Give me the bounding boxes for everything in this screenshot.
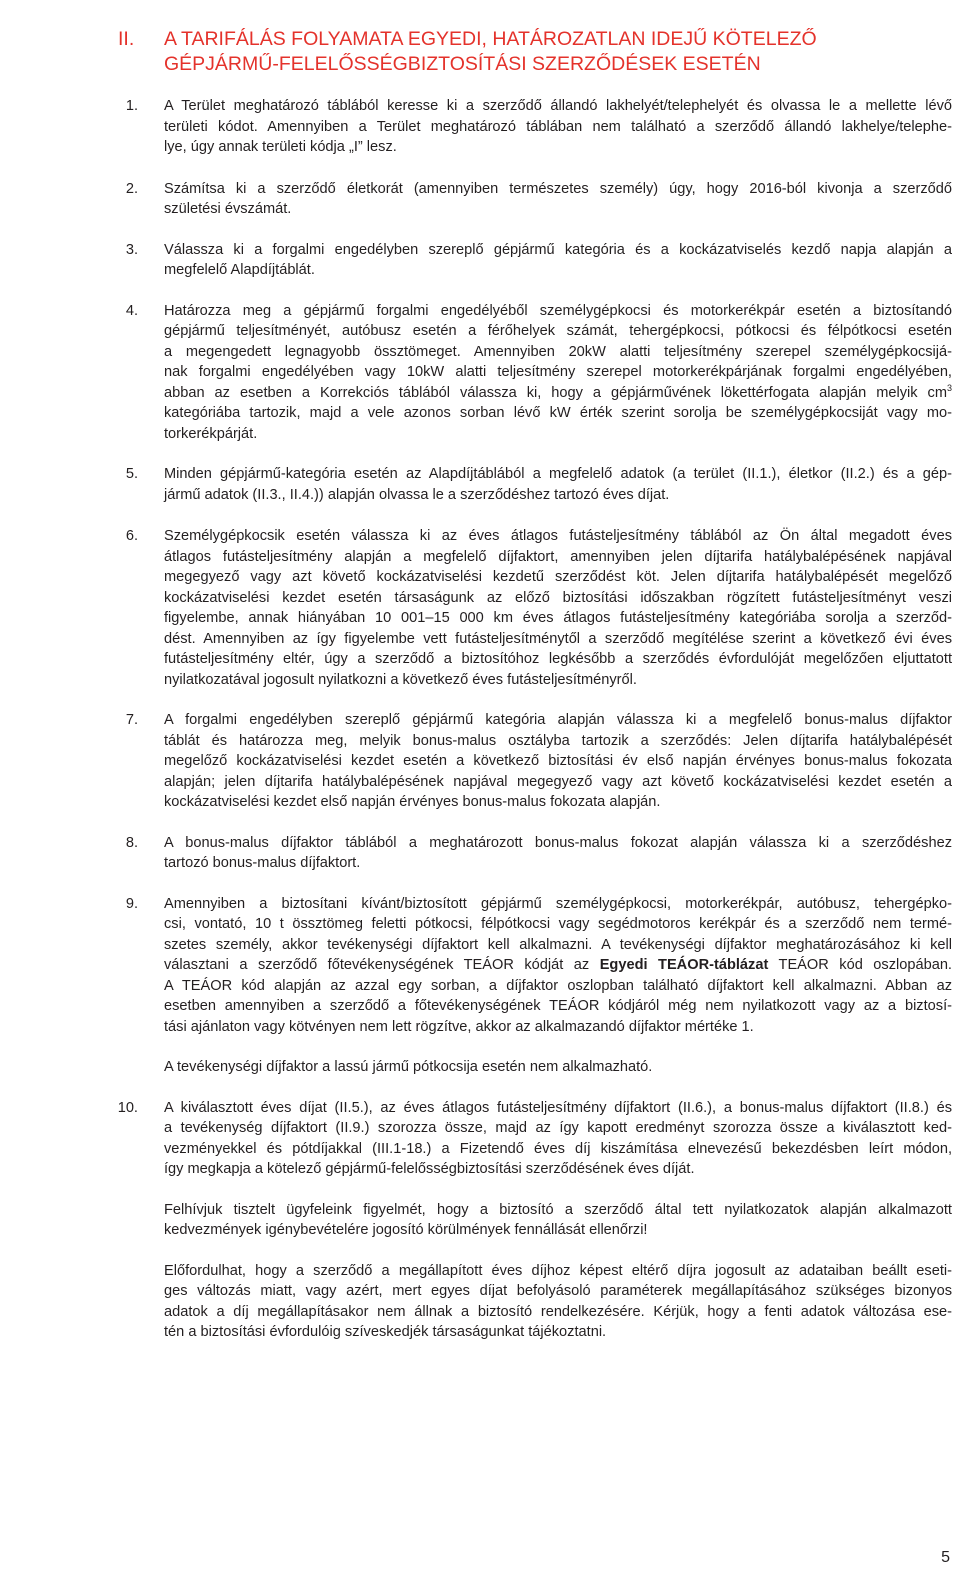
text-line: kockázatviselési kezdet első napján érvényes bonus-malus fokozata alapján. <box>164 794 661 810</box>
text-line: így megkapja a kötelező gépjármű-felelősségbiztosítási szerződésének éves díját. <box>164 1161 695 1177</box>
text-line: dést. Amennyiben az így figyelembe vett futásteljesítménytől a szerződő megítélése szerint a következő évi éves <box>164 630 952 647</box>
text-line: tási ajánlaton vagy kötvényen nem lett rögzítve, akkor az alkalmazandó díjfaktor mértéke 1. <box>164 1018 754 1035</box>
text-line: alapján; jelen díjtarifa hatálybalépésének napjával megegyező vagy azt követő kockázatviselési kezdet esetén a <box>164 773 952 790</box>
text-line: a tevékenység díjfaktort (II.9.) szorozza össze, majd az így kapott eredményt szorozza össze a kiválasztott ked- <box>164 1120 952 1136</box>
text-line: születési évszámát. <box>164 201 292 217</box>
item-number: 5. <box>125 466 138 482</box>
item-number: 2. <box>125 180 138 197</box>
item-text <box>164 301 952 445</box>
text-line: Előfordulhat, hogy a szerződő a megállapított éves díjhoz képest eltérő díjra jogosult az adataiban beállt eseti- <box>164 1262 952 1279</box>
list-item <box>108 96 952 158</box>
item-text <box>164 526 952 690</box>
item-number: 7. <box>125 712 138 728</box>
page-number: 5 <box>941 1549 950 1566</box>
document-body <box>108 96 952 1343</box>
list-item <box>108 526 952 690</box>
text-line: A bonus-malus díjfaktor táblából a meghatározott bonus-malus fokozat alapján válassza ki a szerződéshez <box>164 834 952 851</box>
text-line: ges változás miatt, vagy azért, mert egyes díjat befolyásoló paraméterek megállapításához szükséges bizonyos <box>164 1283 952 1299</box>
item-number: 6. <box>125 528 138 544</box>
text-segment: választani a szerződő főtevékenységének TEÁOR kódját az <box>164 957 600 973</box>
item-number: 3. <box>125 241 138 258</box>
item-number: 4. <box>125 302 138 319</box>
item-text <box>164 240 952 281</box>
text-line: tén a biztosítási évfordulóig szíveskedjék társaságunkat tájékoztatni. <box>164 1324 607 1340</box>
text-line: Amennyiben a biztosítani kívánt/biztosított gépjármű személygépkocsi, motorkerékpár, autóbusz, tehergépko- <box>164 895 952 912</box>
text-line: adatok a díj megállapításakor nem állnak a biztosító rendelkezésére. Kérjük, hogy a fenti adatok változása ese- <box>164 1303 952 1320</box>
section-title-line: A TARIFÁLÁS FOLYAMATA EGYEDI, HATÁROZATLAN IDEJŰ KÖTELEZŐ <box>164 28 817 50</box>
text-line: esetben amennyiben a szerződő a főtevékenységének TEÁOR kódjáról még nem nyilatkozott vagy az a biztosí- <box>164 998 952 1014</box>
text-line: A Terület meghatározó táblából keresse ki a szerződő állandó lakhelyét/telephelyét és olvassa le a mellette lévő <box>164 98 952 114</box>
item-text <box>164 179 952 220</box>
section-title <box>164 27 918 77</box>
list-item <box>108 833 952 874</box>
list-item <box>108 1098 952 1343</box>
text-line: kockázatviselési kezdet esetén társaságunk az előző biztosítási időszakban rögzített futásteljesítményt veszi <box>164 589 952 606</box>
list-item <box>108 240 952 281</box>
item-text <box>164 1098 952 1343</box>
text-line: kategóriába tartozik, majd a vele azonos sorban lévő kW érték szerint sorolja be személygépkocsiját vagy mo- <box>164 405 952 421</box>
text-line <box>164 383 952 404</box>
text-line: jármű adatok (II.3., II.4.)) alapján olvassa le a szerződéshez tartozó éves díjat. <box>164 486 670 503</box>
list-item <box>108 179 952 220</box>
item-number: 9. <box>125 895 138 912</box>
text-line: futásteljesítmény eltér, úgy a szerződő a biztosítóhoz legkésőbb a szerződés évfordulóját megelőzően eljuttatott <box>164 651 952 667</box>
text-line: csi, vontató, 10 t össztömeg feletti pótkocsi, félpótkocsi vagy segédmotoros kerékpár és a szerződő nem termé- <box>164 916 952 932</box>
text-line: tartozó bonus-malus díjfaktort. <box>164 855 361 871</box>
text-line: Felhívjuk tisztelt ügyfeleink figyelmét, hogy a biztosító a szerződő által tett nyilatkozatok alapján alkalmazott <box>164 1201 952 1218</box>
text-line: a megengedett legnagyobb össztömeget. Amennyiben 20kW alatti teljesítmény szerepel személygépkocsijá- <box>164 343 952 360</box>
text-line: A tevékenységi díjfaktor a lassú jármű pótkocsija esetén nem alkalmazható. <box>164 1059 653 1075</box>
text-line: megfelelő Alapdíjtáblát. <box>164 262 315 278</box>
item-text <box>164 96 952 158</box>
text-line: átlagos futásteljesítmény alapján a megfelelő díjfaktort, amennyiben jelen díjtarifa hatálybalépésének napjával <box>164 548 952 565</box>
section-heading <box>118 27 918 77</box>
text-line: nak forgalmi engedélyében vagy 10kW alatti teljesítmény szerepel motorkerékpárjának forgalmi engedélyében, <box>164 364 952 380</box>
superscript: 3 <box>946 382 952 393</box>
text-line: területi kódot. Amennyiben a Terület meghatározó táblában nem található a szerződő állandó lakhelye/telephe- <box>164 118 952 135</box>
text-line: Minden gépjármű-kategória esetén az Alapdíjtáblából a megfelelő adatok (a terület (II.1.), életkor (II.2.) és a gép- <box>164 466 952 482</box>
item-text <box>164 710 952 813</box>
bold-phrase: Egyedi TEÁOR-táblázat <box>599 957 769 973</box>
text-line: figyelembe, annak hiányában 10 001–15 000 km éves átlagos futásteljesítmény kategóriába sorolja a szerződ- <box>164 610 952 626</box>
text-line: Személygépkocsik esetén válassza ki az éves átlagos futásteljesítmény táblából az Ön által megadott éves <box>164 528 952 544</box>
text-line: Határozza meg a gépjármű forgalmi engedélyéből személygépkocsi és motorkerékpár esetén a biztosítandó <box>164 302 952 319</box>
text-line: gépjármű teljesítményét, autóbusz esetén a férőhelyek számát, tehergépkocsi, pótkocsi és félpótkocsi esetén <box>164 323 952 339</box>
text-line: kedvezmények igénybevételére jogosító körülmények fennállását ellenőrzi! <box>164 1222 648 1238</box>
text-line: A kiválasztott éves díjat (II.5.), az éves átlagos futásteljesítmény díjfaktort (II.6.), a bonus-malus díjfaktort (II.8.) és <box>164 1099 952 1116</box>
list-item <box>108 894 952 1078</box>
text-line: lye, úgy annak területi kódja „I” lesz. <box>164 139 397 155</box>
item-text <box>164 464 952 505</box>
text-line: Válassza ki a forgalmi engedélyben szereplő gépjármű kategória és a kockázatviselés kezdő napja alapján a <box>164 241 952 258</box>
text-line: A TEÁOR kód alapján az azzal egy sorban, a díjfaktor oszlopban található díjfaktort kell alkalmazni. Abban az <box>164 977 952 994</box>
text-segment: TEÁOR kód oszlopában. <box>768 957 952 973</box>
text-line: megegyező vagy azt követő kockázatviselési kezdetű szerződést köt. Jelen díjtarifa hatálybalépését megelőző <box>164 569 952 585</box>
item-number: 10. <box>117 1099 138 1116</box>
text-line: torkerékpárját. <box>164 425 258 442</box>
list-item <box>108 464 952 505</box>
text-line: Számítsa ki a szerződő életkorát (amennyiben természetes személy) úgy, hogy 2016-ból kivonja a szerződő <box>164 180 952 197</box>
section-number: II. <box>118 28 135 50</box>
text-line: A forgalmi engedélyben szereplő gépjármű kategória alapján válassza ki a megfelelő bonus-malus díjfaktor <box>164 712 952 728</box>
text-line: szetes személy, akkor tevékenységi díjfaktort kell alkalmazni. A tevékenységi díjfaktor meghatározásához ki kell <box>164 936 952 953</box>
text-segment: abban az esetben a Korrekciós táblából válassza ki, hogy a gépjárművének lökettérfogata alapján melyik cm <box>164 384 947 401</box>
text-line <box>164 955 952 976</box>
item-number: 1. <box>125 98 138 114</box>
item-text <box>164 833 952 874</box>
text-line: nyilatkozatával jogosult nyilatkozni a következő éves futásteljesítményről. <box>164 671 637 688</box>
text-line: táblát és határozza meg, melyik bonus-malus osztályba tartozik a szerződés: Jelen díjtarifa hatálybalépését <box>164 732 952 749</box>
item-number: 8. <box>125 834 138 851</box>
list-item <box>108 301 952 445</box>
text-line: vezményekkel és pótdíjakkal (III.1-18.) a Fizetendő éves díj kiszámítása elnevezésű bekezdésben leírt módon, <box>164 1140 952 1157</box>
section-title-line: GÉPJÁRMŰ-FELELŐSSÉGBIZTOSÍTÁSI SZERZŐDÉSEK ESETÉN <box>164 53 761 75</box>
text-line: megelőző kockázatviselési kezdet esetén a következő biztosítási év első napján érvényes bonus-malus fokozata <box>164 753 952 769</box>
item-text <box>164 894 952 1078</box>
list-item <box>108 710 952 813</box>
